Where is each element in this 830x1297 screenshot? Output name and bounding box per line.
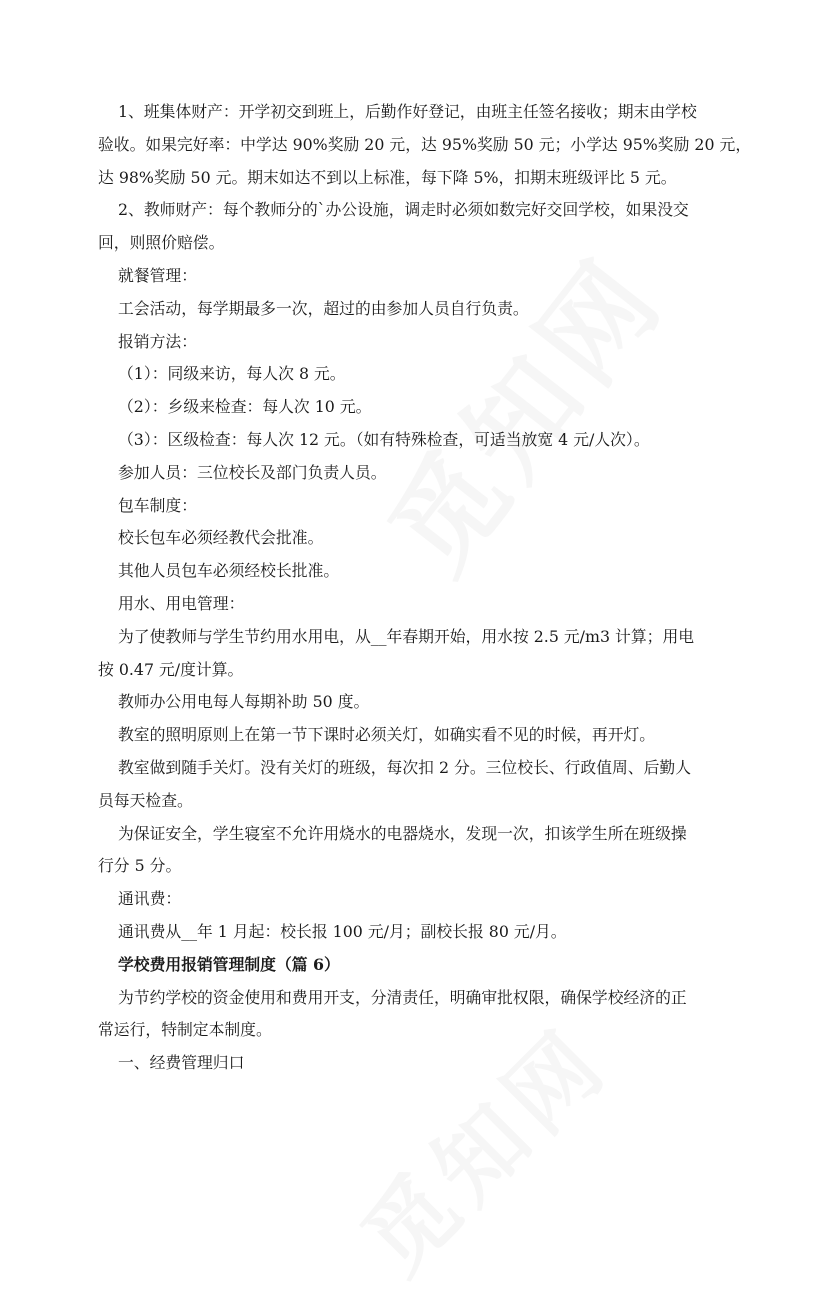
text-line: 验收。如果完好率：中学达 90%奖励 20 元，达 95%奖励 50 元；小学达 95%奖励 20 元， (98, 134, 752, 154)
text-line: （2）：乡级来检查：每人次 10 元。 (118, 397, 372, 417)
paragraph (118, 883, 738, 916)
text-line: 2、教师财产：每个教师分的`办公设施，调走时必须如数完好交回学校，如果没交 (118, 200, 689, 220)
text-line: 校长包车必须经教代会批准。 (118, 528, 324, 548)
text-line: （1）：同级来访，每人次 8 元。 (118, 364, 346, 384)
paragraph (118, 522, 738, 555)
paragraph (98, 96, 752, 194)
text-line: 学校费用报销管理制度（篇 6） (118, 954, 340, 974)
paragraph (118, 424, 738, 457)
paragraph (98, 194, 738, 260)
paragraph (98, 752, 738, 818)
text-line: 为保证安全，学生寝室不允许用烧水的电器烧水，发现一次，扣该学生所在班级操 (118, 823, 687, 843)
paragraph (118, 916, 738, 949)
text-line: 用水、用电管理： (118, 593, 245, 613)
text-line: 回，则照价赔偿。 (98, 233, 225, 253)
text-line: 1、班集体财产：开学初交到班上，后勤作好登记，由班主任签名接收；期末由学校 (118, 102, 697, 121)
text-line: 教室做到随手关灯。没有关灯的班级，每次扣 2 分。三位校长、行政值周、后勤人 (118, 757, 691, 777)
paragraph (118, 686, 738, 719)
text-line: （3）：区级检查：每人次 12 元。（如有特殊检查，可适当放宽 4 元/人次）。 (118, 429, 650, 449)
paragraph (118, 1047, 738, 1080)
text-line: 包车制度： (118, 495, 197, 515)
text-line: 达 98%奖励 50 元。期末如达不到以上标准，每下降 5%，扣期末班级评比 5 元。 (98, 167, 677, 187)
paragraph (98, 982, 738, 1048)
paragraph (118, 457, 738, 490)
text-line: 教师办公用电每人每期补助 50 度。 (118, 692, 370, 712)
text-line: 通讯费： (118, 889, 182, 909)
paragraph (118, 293, 738, 326)
paragraph (118, 588, 738, 621)
text-line: 其他人员包车必须经校长批准。 (118, 561, 340, 581)
text-line: 教室的照明原则上在第一节下课时必须关灯，如确实看不见的时候，再开灯。 (118, 725, 656, 745)
paragraph (118, 326, 738, 359)
text-line: 通讯费从__年 1 月起：校长报 100 元/月；副校长报 80 元/月。 (118, 921, 567, 941)
text-line: 为了使教师与学生节约用水用电，从__年春期开始，用水按 2.5 元/m3 计算；用电 (118, 626, 695, 646)
text-line: 常运行，特制定本制度。 (98, 1020, 272, 1040)
text-line: 参加人员：三位校长及部门负责人员。 (118, 462, 387, 482)
text-line: 员每天检查。 (98, 790, 193, 810)
text-line: 为节约学校的资金使用和费用开支，分清责任，明确审批权限，确保学校经济的正 (118, 987, 687, 1007)
text-line: 工会活动，每学期最多一次，超过的由参加人员自行负责。 (118, 298, 529, 318)
paragraph (118, 490, 738, 523)
paragraph (118, 555, 738, 588)
text-line: 报销方法： (118, 331, 197, 351)
section-heading (118, 949, 738, 982)
text-line: 一、经费管理归口 (118, 1053, 245, 1073)
paragraph (118, 719, 738, 752)
paragraph (98, 621, 738, 687)
paragraph (118, 260, 738, 293)
text-line: 按 0.47 元/度计算。 (98, 659, 244, 679)
text-line: 行分 5 分。 (98, 856, 182, 876)
paragraph (118, 391, 738, 424)
paragraph (98, 818, 738, 884)
text-line: 就餐管理： (118, 265, 197, 285)
paragraph (118, 358, 738, 391)
document-body (98, 96, 752, 1080)
